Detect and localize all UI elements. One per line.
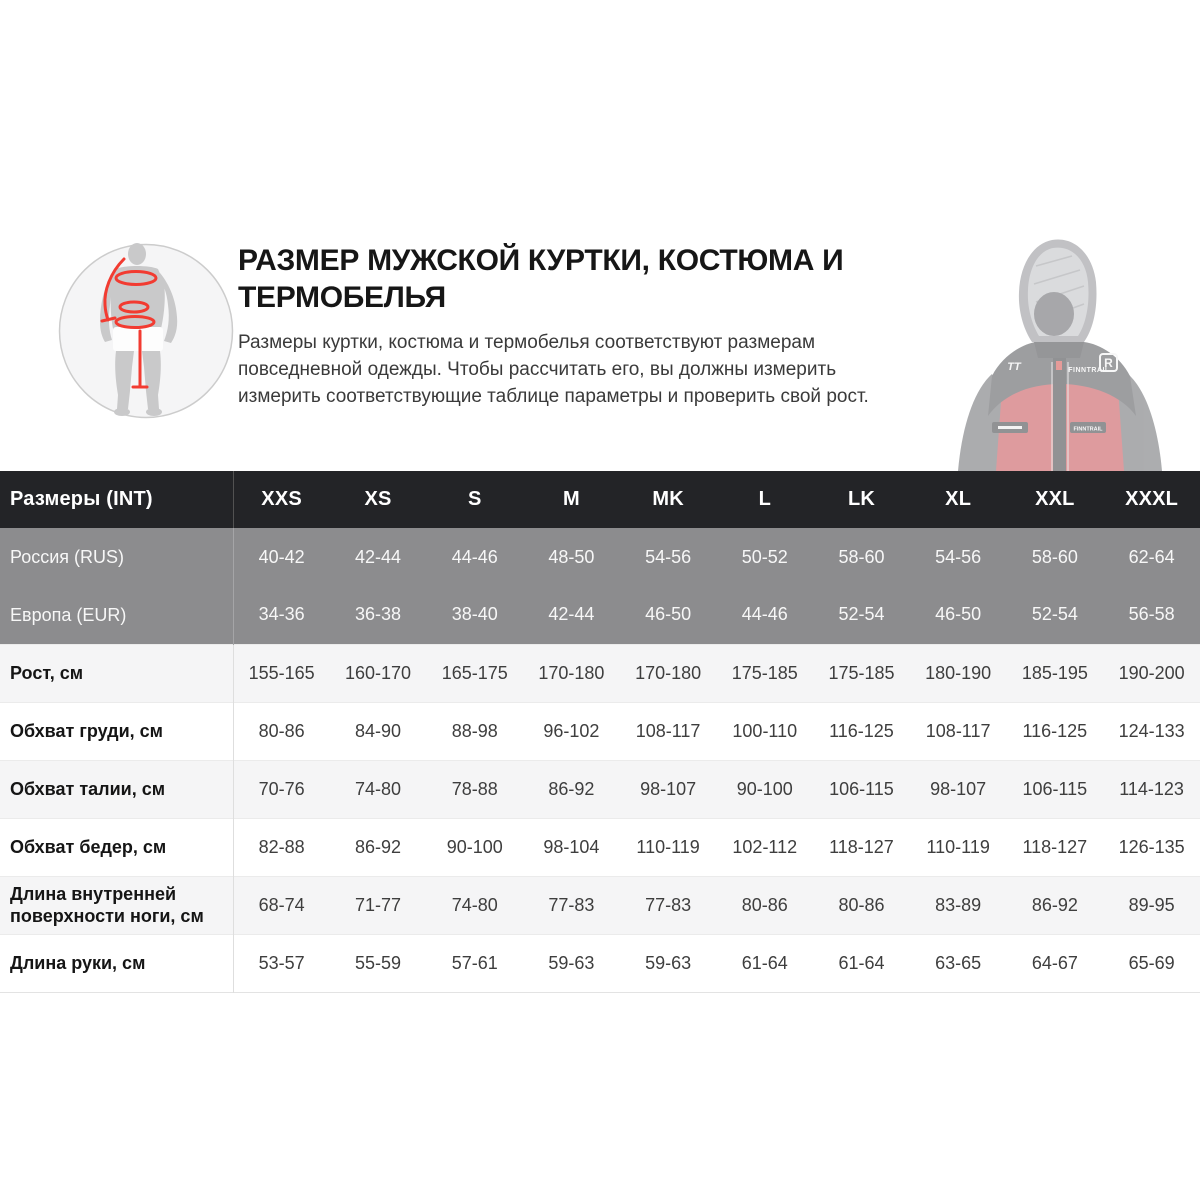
brand-wordmark-pocket: FINNTRAIL (1073, 426, 1103, 433)
size-value-cell: 116-125 (1007, 702, 1104, 760)
hood-opening (1034, 292, 1074, 336)
brand-wordmark-chest: FINNTRAIL (1068, 367, 1110, 374)
size-value-cell: 63-65 (910, 934, 1007, 992)
size-value-cell: 40-42 (258, 546, 305, 567)
column-header-size: XXS (233, 471, 330, 528)
size-value-cell: 124-133 (1103, 702, 1200, 760)
jacket-illustration (932, 226, 1188, 471)
left-pocket-label (998, 426, 1022, 429)
size-value-cell: 102-112 (716, 818, 813, 876)
size-value-cell: 62-64 (1128, 546, 1175, 567)
column-header-size: XS (330, 471, 427, 528)
size-value-cell: 42-44 (355, 546, 402, 567)
page-title: РАЗМЕР МУЖСКОЙ КУРТКИ, КОСТЮМА И ТЕРМОБЕЛЬЯ (238, 244, 844, 314)
column-header-size: XXXL (1103, 471, 1200, 528)
size-value-cell: 65-69 (1103, 934, 1200, 992)
size-value-cell: 180-190 (910, 644, 1007, 702)
table-row (0, 818, 1200, 876)
size-value-cell: 185-195 (1007, 644, 1104, 702)
size-value-cell: 54-56 (645, 546, 692, 567)
jacket-collar (1034, 342, 1084, 358)
size-value-cell: 98-107 (620, 760, 717, 818)
size-value-cell: 98-104 (523, 818, 620, 876)
size-value-cell: 88-98 (426, 702, 523, 760)
body-measurement-graphic (58, 243, 234, 419)
size-value-cell: 155-165 (233, 644, 330, 702)
size-value-cell: 126-135 (1103, 818, 1200, 876)
size-value-cell: 64-67 (1007, 934, 1104, 992)
size-value-cell: 77-83 (523, 876, 620, 934)
size-value-cell: 98-107 (910, 760, 1007, 818)
row-label: Обхват бедер, см (0, 818, 233, 876)
size-value-cell: 46-50 (645, 604, 692, 625)
size-value-cell: 110-119 (620, 818, 717, 876)
row-label: Обхват талии, см (0, 760, 233, 818)
size-value-cell: 110-119 (910, 818, 1007, 876)
brand-logo-r: R (1104, 356, 1113, 370)
size-value-cell: 118-127 (1007, 818, 1104, 876)
size-value-cell: 44-46 (741, 604, 788, 625)
table-row (0, 876, 1200, 934)
column-header-size: MK (620, 471, 717, 528)
size-value-cell: 86-92 (1007, 876, 1104, 934)
size-value-cell: 190-200 (1103, 644, 1200, 702)
size-value-cell: 114-123 (1103, 760, 1200, 818)
size-value-cell: 55-59 (330, 934, 427, 992)
hero-text-block (238, 242, 938, 410)
jacket-zipper (1053, 358, 1066, 471)
row-label: Длина внутренней поверхности ноги, см (0, 876, 233, 934)
product-photo (932, 226, 1188, 471)
size-value-cell: 175-185 (813, 644, 910, 702)
body-measurement-icon (58, 243, 234, 419)
column-header-size: XXL (1007, 471, 1104, 528)
size-value-cell: 160-170 (330, 644, 427, 702)
size-value-cell: 56-58 (1128, 604, 1175, 625)
size-value-cell: 106-115 (1007, 760, 1104, 818)
size-value-cell: 61-64 (716, 934, 813, 992)
size-value-cell: 80-86 (716, 876, 813, 934)
size-value-cell: 53-57 (233, 934, 330, 992)
column-header-label: Размеры (INT) (0, 471, 233, 528)
size-value-cell: 84-90 (330, 702, 427, 760)
size-value-cell: 80-86 (813, 876, 910, 934)
row-label: Россия (RUS) (0, 528, 233, 586)
size-value-cell: 54-56 (935, 546, 982, 567)
size-table (0, 471, 1200, 993)
size-value-cell: 74-80 (426, 876, 523, 934)
size-value-cell: 58-60 (838, 546, 885, 567)
size-value-cell: 77-83 (620, 876, 717, 934)
size-table-body (0, 528, 1200, 992)
size-value-cell: 59-63 (523, 934, 620, 992)
size-value-cell: 175-185 (716, 644, 813, 702)
size-value-cell: 48-50 (548, 546, 595, 567)
row-label: Обхват груди, см (0, 702, 233, 760)
size-value-cell: 118-127 (813, 818, 910, 876)
size-value-cell: 74-80 (330, 760, 427, 818)
size-value-cell: 50-52 (741, 546, 788, 567)
size-value-cell: 78-88 (426, 760, 523, 818)
size-table-section (0, 471, 1200, 993)
table-row (0, 586, 1200, 644)
brand-logo-tt: TT (1007, 361, 1021, 373)
column-header-size: L (716, 471, 813, 528)
row-label: Длина руки, см (0, 934, 233, 992)
size-value-cell: 106-115 (813, 760, 910, 818)
size-value-cell: 42-44 (548, 604, 595, 625)
size-value-cell: 100-110 (716, 702, 813, 760)
size-value-cell: 90-100 (716, 760, 813, 818)
page-description: Размеры куртки, костюма и термобелья соответствуют размерам повседневной одежды. Чтобы рассчитать его, вы должны измерить измерить соответствующие таблице параметры и проверить свой рост. (238, 332, 869, 407)
table-row (0, 702, 1200, 760)
size-value-cell: 108-117 (620, 702, 717, 760)
size-table-head (0, 471, 1200, 528)
size-value-cell: 57-61 (426, 934, 523, 992)
size-value-cell: 82-88 (233, 818, 330, 876)
size-table-head-row (0, 471, 1200, 528)
size-value-cell: 38-40 (451, 604, 498, 625)
size-value-cell: 116-125 (813, 702, 910, 760)
table-row (0, 528, 1200, 586)
size-value-cell: 165-175 (426, 644, 523, 702)
size-value-cell: 59-63 (620, 934, 717, 992)
table-row (0, 934, 1200, 992)
row-label: Рост, см (0, 644, 233, 702)
column-header-size: XL (910, 471, 1007, 528)
size-value-cell: 58-60 (1031, 546, 1078, 567)
size-value-cell: 89-95 (1103, 876, 1200, 934)
size-value-cell: 86-92 (523, 760, 620, 818)
size-value-cell: 90-100 (426, 818, 523, 876)
size-value-cell: 36-38 (355, 604, 402, 625)
size-value-cell: 170-180 (523, 644, 620, 702)
table-row (0, 760, 1200, 818)
size-value-cell: 52-54 (1031, 604, 1078, 625)
column-header-size: S (426, 471, 523, 528)
size-value-cell: 61-64 (813, 934, 910, 992)
size-value-cell: 108-117 (910, 702, 1007, 760)
size-value-cell: 71-77 (330, 876, 427, 934)
size-value-cell: 34-36 (258, 604, 305, 625)
size-value-cell: 83-89 (910, 876, 1007, 934)
table-row (0, 644, 1200, 702)
size-value-cell: 170-180 (620, 644, 717, 702)
column-header-size: M (523, 471, 620, 528)
size-value-cell: 70-76 (233, 760, 330, 818)
size-value-cell: 46-50 (935, 604, 982, 625)
zipper-pull (1056, 361, 1062, 370)
size-value-cell: 86-92 (330, 818, 427, 876)
row-label: Европа (EUR) (0, 586, 233, 644)
size-value-cell: 96-102 (523, 702, 620, 760)
column-header-size: LK (813, 471, 910, 528)
size-value-cell: 68-74 (233, 876, 330, 934)
size-value-cell: 44-46 (451, 546, 498, 567)
size-value-cell: 80-86 (233, 702, 330, 760)
size-value-cell: 52-54 (838, 604, 885, 625)
silhouette-shorts (113, 327, 163, 351)
